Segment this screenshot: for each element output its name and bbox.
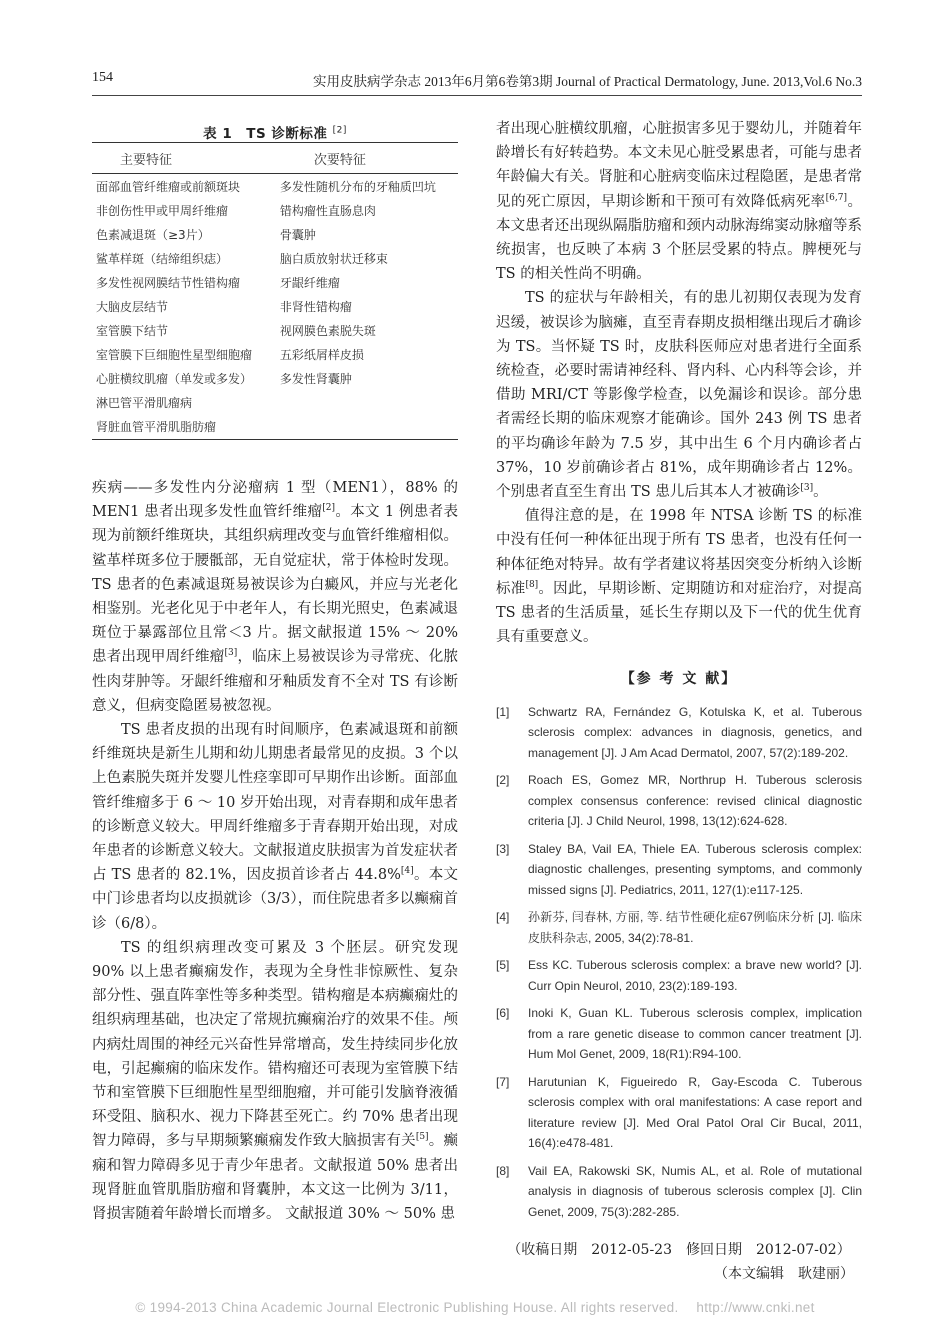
diagnostic-criteria-table-block	[92, 122, 458, 440]
reference-item	[496, 1161, 862, 1223]
text-span: TS 患者皮损的出现有时间顺序，色素减退斑和前额纤维斑块是新生儿期和幼儿期患者最常见的皮损。3 个以上色素脱失斑并发婴儿性痉挛即可早期作出诊断。面部血管纤维瘤多于 6 ～ 10 岁开始出现，对青春期和成年患者的诊断意义较大。甲周纤维瘤多于青春期开始出现，对成年患者的诊断意义较大。文献报道皮肤损害为首发症状者占 TS 患者的 82.1%，因皮损首诊者占 44.8%	[92, 722, 458, 884]
running-header	[92, 70, 862, 92]
table-header-major: 主要特征	[92, 143, 274, 174]
reference-number: [3]	[496, 841, 510, 856]
reference-number: [5]	[496, 958, 510, 973]
major-feature: 非创伤性甲或甲周纤维瘤	[96, 203, 229, 218]
references-title: 【参 考 文 献】	[620, 671, 738, 688]
body-paragraph	[92, 476, 458, 718]
reference-item	[496, 955, 862, 996]
reference-number: [1]	[496, 704, 510, 719]
minor-feature: 非肾性错构瘤	[279, 300, 352, 315]
reference-text: Roach ES, Gomez MR, Northrup H. Tuberous sclerosis complex consensus conference: revised clinical diagnostic criteria [J]. J Child Neurol, 1998, 13(12):624-628.	[528, 773, 862, 829]
page-number: 154	[92, 70, 113, 85]
reference-text: Harutunian K, Figueiredo R, Gay-Escoda C. Tuberous sclerosis complex with oral manifestations: A case report and literature review [J]. Med Oral Patol Oral Cir Bucal, 2011, 16(4):e478-481.	[528, 1074, 862, 1151]
reference-text: Inoki K, Guan KL. Tuberous sclerosis complex, implication from a rare genetic disease to common cancer treatment [J]. Hum Mol Genet, 2009, 18(R1):R94-100.	[528, 1006, 862, 1062]
reference-number: [2]	[496, 773, 510, 788]
reference-text: Staley BA, Vail EA, Thiele EA. Tuberous sclerosis complex: diagnostic challenges, presenting symptoms, and commonly missed signs [J]. Pediatrics, 2011, 127(1):e117-125.	[528, 841, 862, 897]
reference-text: Schwartz RA, Fernández G, Kotulska K, et al. Tuberous sclerosis complex: advances in diagnosis, genetics, and management [J]. J Am Acad Dermatol, 2007, 57(2):189-202.	[528, 704, 862, 760]
reference-item	[496, 907, 862, 948]
editor-credit: （本文编辑 耿建丽）	[714, 1266, 854, 1283]
text-span: 。	[813, 484, 828, 501]
table-row	[92, 174, 458, 199]
major-feature: 肾脏血管平滑肌脂肪瘤	[92, 415, 274, 440]
body-paragraph	[496, 117, 862, 286]
text-span: TS 的症状与年龄相关，有的患儿初期仅表现为发育迟缓，被误诊为脑瘫，直至青春期皮损相继出现后才确诊为 TS。当怀疑 TS 时，皮肤科医师应对患者进行全面系统检查，必要时需请神经科、肾内科、心内科等会诊，并借助 MRI/CT 等影像学检查，以免漏诊和误诊。部分患者需经长期的临床观察才能确诊。国外 243 例 TS 患者的平均确诊年龄为 7.5 岁，其中出生 6 个月内确诊者占 37%，10 岁前确诊者占 81%，成年期确诊者占 12%。个别患者直至生育出 TS 患儿后其本人才被确诊	[496, 290, 862, 501]
table-row	[92, 367, 458, 391]
minor-feature: 脑白质放射状迁移束	[279, 251, 388, 266]
minor-feature: 牙龈纤维瘤	[279, 275, 340, 290]
text-span: TS 的组织病理改变可累及 3 个胚层。研究发现 90% 以上患者癫痫发作，表现为全身性非惊厥性、复杂部分性、强直阵挛性等多种类型。错构瘤是本病癫痫灶的组织病理基础，也决定了常规抗癫痫治疗的效果不佳。颅内病灶周围的神经元兴奋性异常增高，发生持续同步化放电，引起癫痫的临床发作。错构瘤还可表现为室管膜下结节和室管膜下巨细胞性星型细胞瘤，并可能引发脑脊液循环受阻、脑积水、视力下降甚至死亡。约 70% 患者出现智力障碍，多与早期频繁癫痫发作致大脑损害有关	[92, 939, 458, 1150]
text-span: 值得注意的是，在 1998 年 NTSA 诊断 TS 的标准中没有任何一种体征出现于所有 TS 患者，也没有任何一种体征绝对特异。故有学者建议将基因突变分析纳入诊断标准	[496, 508, 862, 597]
table-header-minor: 次要特征	[274, 143, 458, 174]
major-feature: 心脏横纹肌瘤（单发或多发）	[96, 372, 253, 387]
major-feature: 面部血管纤维瘤或前额斑块	[96, 179, 241, 194]
reference-text: Ess KC. Tuberous sclerosis complex: a brave new world? [J]. Curr Opin Neurol, 2010, 23(2):189-193.	[528, 958, 862, 993]
received-revised-dates: （收稿日期 2012-05-23 修回日期 2012-07-02）	[507, 1242, 851, 1259]
citation: [3]	[800, 483, 814, 494]
minor-feature: 错构瘤性直肠息肉	[279, 203, 376, 218]
major-feature: 多发性视网膜结节性错构瘤	[96, 275, 241, 290]
minor-feature	[274, 415, 458, 440]
table-caption-ref: [2]	[332, 125, 347, 136]
table-row	[92, 270, 458, 294]
right-column-body	[496, 117, 862, 1286]
table-row	[92, 198, 458, 222]
body-paragraph	[496, 286, 862, 504]
table-row	[92, 319, 458, 343]
minor-feature	[274, 391, 458, 415]
major-feature: 大脑皮层结节	[96, 300, 169, 315]
major-feature: 室管膜下结节	[96, 324, 169, 339]
table-row	[92, 294, 458, 318]
reference-number: [4]	[496, 910, 510, 925]
table-caption-text: 表 1 TS 诊断标准	[203, 126, 328, 142]
reference-text: Vail EA, Rakowski SK, Numis AL, et al. Role of mutational analysis in diagnosis of tuberous sclerosis complex [J]. Clin Genet, 2009, 75(3):282-285.	[528, 1163, 862, 1219]
table-row	[92, 343, 458, 367]
left-column-body	[92, 476, 458, 1226]
reference-item	[496, 702, 862, 764]
running-title: 实用皮肤病学杂志 2013年6月第6卷第3期 Journal of Practical Dermatology, June. 2013,Vol.6 No.3	[313, 74, 862, 89]
major-feature: 色素减退斑（≥3片）	[96, 227, 210, 242]
reference-item	[496, 839, 862, 901]
reference-text: 孙新芬, 闫春林, 方丽, 等. 结节性硬化症67例临床分析 [J]. 临床皮肤科杂志, 2005, 34(2):78-81.	[528, 910, 862, 945]
minor-feature: 视网膜色素脱失斑	[279, 324, 376, 339]
table-row	[92, 415, 458, 440]
minor-feature: 骨囊肿	[279, 227, 316, 242]
text-span: 。本文中门诊患者均以皮损就诊（3/3），而住院患者多以癫痫首诊（6/8）。	[92, 867, 459, 932]
citation: [3]	[224, 648, 238, 659]
body-paragraph	[496, 504, 862, 649]
reference-item	[496, 770, 862, 832]
table-row	[92, 222, 458, 246]
header-rule	[92, 95, 862, 96]
table-row	[92, 246, 458, 270]
citation: [2]	[322, 503, 336, 514]
text-span: 。本文患者还出现纵隔脂肪瘤和颈内动脉海绵窦动脉瘤等系统损害，也反映了本病 3 个胚层受累的特点。脾梗死与 TS 的相关性尚不明确。	[496, 193, 863, 283]
major-feature: 淋巴管平滑肌瘤病	[96, 396, 193, 411]
table-caption	[92, 122, 458, 142]
text-span: 疾病——多发性内分泌瘤病 1 型（MEN1），88% 的 MEN1 患者出现多发性血管纤维瘤	[92, 480, 458, 521]
reference-number: [7]	[496, 1074, 510, 1089]
minor-feature: 多发性随机分布的牙釉质凹坑	[279, 179, 436, 194]
diagnostic-criteria-table	[92, 142, 458, 440]
citation: [4]	[400, 866, 414, 877]
reference-list	[496, 702, 862, 1223]
text-span: 者出现心脏横纹肌瘤，心脏损害多见于婴幼儿，并随着年龄增长有好转趋势。本文未见心脏受累患者，可能与患者年龄偏大有关。肾脏和心脏病变临床过程隐匿，是患者常见的死亡原因，早期诊断和干预可有效降低病死率	[496, 121, 862, 210]
citation: [5]	[415, 1132, 429, 1143]
reference-item	[496, 1072, 862, 1154]
body-paragraph	[92, 936, 458, 1226]
reference-number: [6]	[496, 1006, 510, 1021]
text-span: 。因此，早期诊断、定期随访和对症治疗，对提高 TS 患者的生活质量，延长生存期以及下一代的优生优育具有重要意义。	[496, 580, 862, 646]
major-feature: 鲨革样斑（结缔组织痣）	[96, 251, 229, 266]
body-paragraph	[92, 718, 458, 936]
citation: [6,7]	[825, 192, 848, 203]
reference-item	[496, 1003, 862, 1065]
minor-feature: 五彩纸屑样皮损	[279, 348, 364, 363]
text-span: 。癫痫和智力障碍多见于青少年患者。文献报道 50% 患者出现肾脏血管肌脂肪瘤和肾囊肿，本文这一比例为 3/11，肾损害随着年龄增长而增多。 文献报道 30% ～ 50% 患	[92, 1133, 458, 1223]
major-feature: 室管膜下巨细胞性星型细胞瘤	[96, 348, 253, 363]
table-row	[92, 391, 458, 415]
reference-number: [8]	[496, 1163, 510, 1178]
minor-feature: 多发性肾囊肿	[279, 372, 352, 387]
text-span: 。本文 1 例患者表现为前额纤维斑块，其组织病理改变与血管纤维瘤相似。鲨革样斑多位于腰骶部，无自觉症状，常于体检时发现。TS 患者的色素减退斑易被误诊为白癜风，并应与光老化相鉴别。光老化见于中老年人，有长期光照史，色素减退斑位于暴露部位且常＜3 片。据文献报道 15% ～ 20% 患者出现甲周纤维瘤	[92, 504, 458, 666]
copyright-footer: © 1994-2013 China Academic Journal Electronic Publishing House. All rights reserved. http://www.cnki.net	[135, 1300, 815, 1315]
text-span: ，临床上易被误诊为寻常疣、化脓性肉芽肿等。牙龈纤维瘤和牙釉质发育不全对 TS 有诊断意义，但病变隐匿易被忽视。	[92, 649, 458, 714]
citation: [8]	[525, 580, 539, 591]
